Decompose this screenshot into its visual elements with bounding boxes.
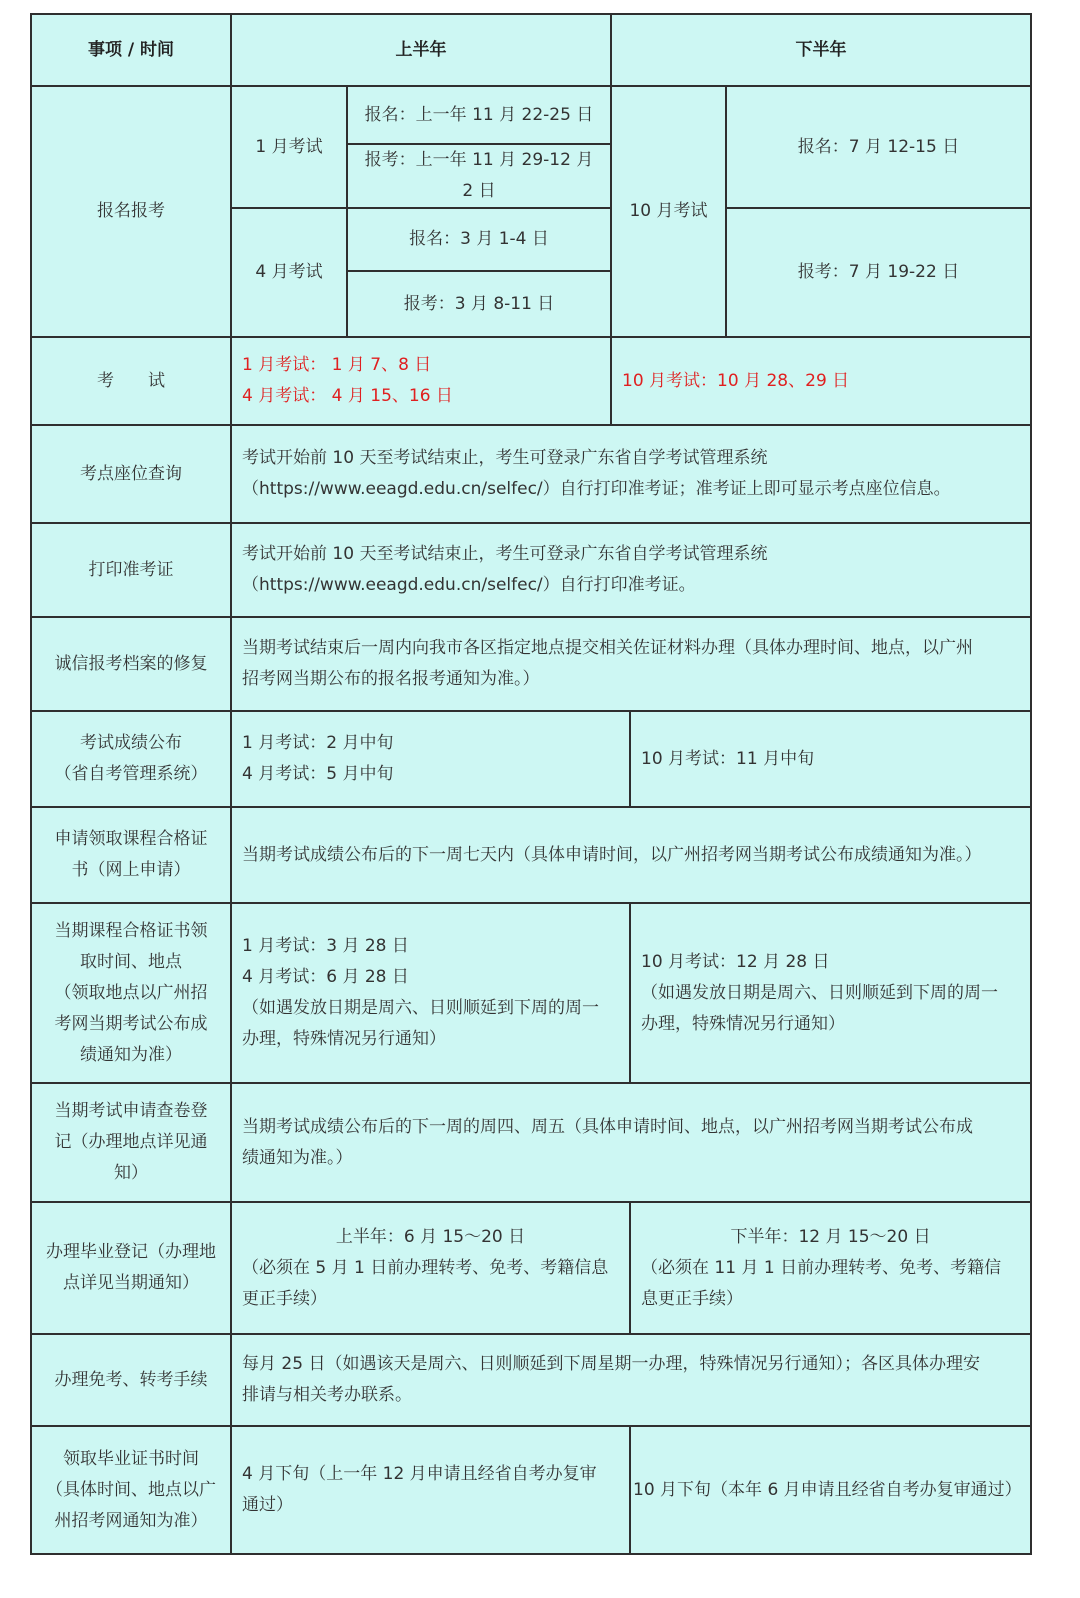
- integrity-line2: 招考网当期公布的报名报考通知为准。）: [242, 669, 540, 689]
- results-jan: 1 月考试：2 月中旬: [242, 733, 394, 753]
- review-label-line2: 记（办理地点详见通: [54, 1132, 208, 1152]
- cert-collect-h2-note1: （如遇发放日期是周六、日则顺延到下周的周一: [641, 982, 999, 1003]
- integrity-line1: 当期考试结束后一周内向我市各区指定地点提交相关佐证材料办理（具体办理时间、地点，以广州: [242, 638, 973, 658]
- cert-collect-jan: 1 月考试：3 月 28 日: [242, 936, 409, 956]
- cert-apply-label-line1: 申请领取课程合格证: [54, 829, 208, 849]
- diploma-second-half: 10 月下旬（本年 6 月申请且经省自考办复审通过）: [630, 1426, 1031, 1554]
- oct-exam-label: 10 月考试: [611, 86, 726, 337]
- cert-collect-label-line2: 取时间、地点: [80, 951, 182, 972]
- exam-label: 考 试: [31, 337, 231, 425]
- cert-apply-label: [31, 807, 231, 903]
- diploma-label: [31, 1426, 231, 1554]
- review-label-line1: 当期考试申请查卷登: [54, 1101, 208, 1121]
- apr-exam-label: 4 月考试: [231, 208, 347, 337]
- cert-collect-row: [31, 903, 1031, 1083]
- review-label-line3: 知）: [114, 1163, 148, 1183]
- header-first-half: 上半年: [231, 14, 611, 86]
- graduation-reg-first-half: [231, 1202, 630, 1334]
- diploma-label-line2: （具体时间、地点以广: [46, 1479, 216, 1500]
- apr-apply: 报考：3 月 8-11 日: [347, 271, 611, 337]
- exemption-row: [31, 1334, 1031, 1426]
- results-row: [31, 711, 1031, 807]
- results-oct: 10 月考试：11 月中旬: [630, 711, 1031, 807]
- results-label-line1: 考试成绩公布: [80, 733, 182, 753]
- graduation-reg-h1-note1: （必须在 5 月 1 日前办理转考、免考、考籍信息: [242, 1257, 609, 1278]
- seat-query-label: 考点座位查询: [31, 425, 231, 523]
- exemption-line1: 每月 25 日（如遇该天是周六、日则顺延到下周星期一办理，特殊情况另行通知）；各区具体办理安: [242, 1354, 980, 1374]
- cert-collect-first-half: [231, 903, 630, 1083]
- exam-first-half: [231, 337, 611, 425]
- cert-collect-label-line5: 绩通知为准）: [80, 1044, 182, 1065]
- cert-collect-label-line3: （领取地点以广州招: [54, 982, 208, 1003]
- apr-signup: 报名：3 月 1-4 日: [347, 208, 611, 271]
- jan-signup: 报名：上一年 11 月 22-25 日: [347, 86, 611, 144]
- graduation-reg-label: [31, 1202, 231, 1334]
- print-ticket-row: [31, 523, 1031, 617]
- integrity-label: 诚信报考档案的修复: [31, 617, 231, 711]
- cert-collect-oct: 10 月考试：12 月 28 日: [641, 951, 830, 972]
- exam-schedule-table: [30, 13, 1032, 1555]
- exam-oct-date: 10 月考试：10 月 28、29 日: [611, 337, 1031, 425]
- header-item-time: 事项 / 时间: [31, 14, 231, 86]
- cert-collect-label-line4: 考网当期考试公布成: [54, 1013, 208, 1034]
- exam-apr-date: 4 月考试： 4 月 15、16 日: [242, 386, 453, 406]
- graduation-reg-h2-title: 下半年：12 月 15～20 日: [730, 1226, 931, 1247]
- graduation-reg-h1-title: 上半年：6 月 15～20 日: [335, 1226, 526, 1247]
- cert-collect-label: [31, 903, 231, 1083]
- cert-collect-apr: 4 月考试：6 月 28 日: [242, 967, 409, 987]
- graduation-reg-label-line2: 点详见当期通知）: [63, 1273, 199, 1293]
- exam-row: [31, 337, 1031, 425]
- diploma-label-line3: 州招考网通知为准）: [54, 1510, 208, 1531]
- cert-apply-row: [31, 807, 1031, 903]
- graduation-reg-h1-note2: 更正手续）: [242, 1288, 327, 1309]
- cert-collect-label-line1: 当期课程合格证书领: [54, 920, 208, 941]
- exemption-text: [231, 1334, 1031, 1426]
- integrity-row: [31, 617, 1031, 711]
- seat-query-line2: （https://www.eeagd.edu.cn/selfec/）自行打印准考证；准考证上即可显示考点座位信息。: [242, 479, 951, 499]
- cert-collect-h2-note2: 办理，特殊情况另行通知）: [641, 1013, 846, 1034]
- oct-signup: 报名：7 月 12-15 日: [726, 86, 1031, 208]
- exam-jan-date: 1 月考试： 1 月 7、8 日: [242, 355, 432, 375]
- graduation-reg-row: [31, 1202, 1031, 1334]
- results-label-line2: （省自考管理系统）: [54, 764, 208, 784]
- jan-exam-label: 1 月考试: [231, 86, 347, 208]
- cert-collect-h1-note2: 办理，特殊情况另行通知）: [242, 1029, 446, 1049]
- print-ticket-label: 打印准考证: [31, 523, 231, 617]
- results-apr: 4 月考试：5 月中旬: [242, 764, 394, 784]
- header-second-half: 下半年: [611, 14, 1031, 86]
- print-ticket-line2: （https://www.eeagd.edu.cn/selfec/）自行打印准考证。: [242, 575, 696, 595]
- cert-collect-h1-note1: （如遇发放日期是周六、日则顺延到下周的周一: [242, 998, 599, 1018]
- review-label: [31, 1083, 231, 1202]
- graduation-reg-label-line1: 办理毕业登记（办理地: [46, 1242, 216, 1262]
- diploma-h1-line1: 4 月下旬（上一年 12 月申请且经省自考办复审: [242, 1464, 597, 1484]
- print-ticket-text: [231, 523, 1031, 617]
- exemption-line2: 排请与相关考办联系。: [242, 1385, 412, 1405]
- print-ticket-line1: 考试开始前 10 天至考试结束止，考生可登录广东省自学考试管理系统: [242, 544, 768, 564]
- seat-query-line1: 考试开始前 10 天至考试结束止，考生可登录广东省自学考试管理系统: [242, 448, 768, 468]
- oct-apply: 报考：7 月 19-22 日: [726, 208, 1031, 337]
- diploma-row: [31, 1426, 1031, 1554]
- results-first-half: [231, 711, 630, 807]
- diploma-label-line1: 领取毕业证书时间: [63, 1448, 199, 1469]
- review-line1: 当期考试成绩公布后的下一周的周四、周五（具体申请时间、地点，以广州招考网当期考试公布成: [242, 1116, 973, 1137]
- cert-apply-label-line2: 书（网上申请）: [71, 860, 191, 880]
- diploma-first-half: [231, 1426, 630, 1554]
- registration-row-1: [31, 86, 1031, 144]
- graduation-reg-h2-note1: （必须在 11 月 1 日前办理转考、免考、考籍信: [641, 1257, 1002, 1278]
- schedule-table-wrapper: [30, 13, 1030, 1555]
- diploma-h1-line2: 通过）: [242, 1495, 293, 1515]
- exemption-label: 办理免考、转考手续: [31, 1334, 231, 1426]
- jan-apply: 报考：上一年 11 月 29-12 月 2 日: [347, 144, 611, 208]
- results-label: [31, 711, 231, 807]
- cert-collect-second-half: [630, 903, 1031, 1083]
- header-row: [31, 14, 1031, 86]
- review-row: [31, 1083, 1031, 1202]
- registration-label: 报名报考: [31, 86, 231, 337]
- integrity-text: [231, 617, 1031, 711]
- review-line2: 绩通知为准。）: [242, 1147, 353, 1168]
- seat-query-row: [31, 425, 1031, 523]
- graduation-reg-h2-note2: 息更正手续）: [641, 1288, 744, 1309]
- cert-apply-text: 当期考试成绩公布后的下一周七天内（具体申请时间，以广州招考网当期考试公布成绩通知为准。）: [231, 807, 1031, 903]
- review-text: [231, 1083, 1031, 1202]
- seat-query-text: [231, 425, 1031, 523]
- graduation-reg-second-half: [630, 1202, 1031, 1334]
